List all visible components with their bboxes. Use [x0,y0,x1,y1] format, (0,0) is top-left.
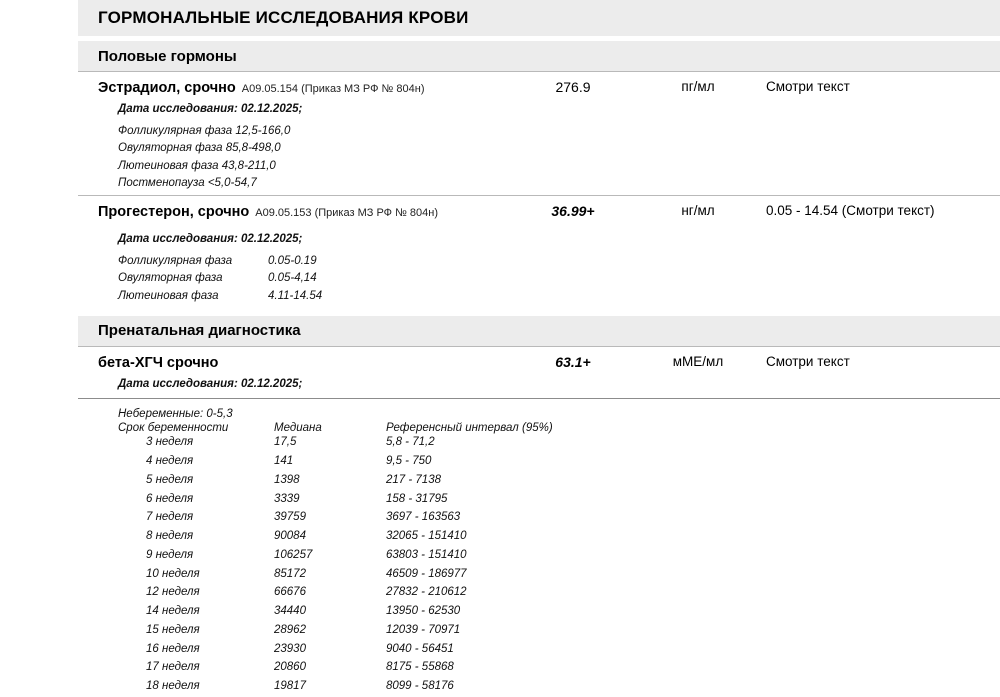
analyte-units: нг/мл [681,203,715,218]
cell-term: 7 неделя [146,511,194,524]
phase-line [118,270,322,287]
cell-interval: 63803 - 151410 [386,548,467,561]
analyte-units: мМЕ/мл [672,353,724,369]
table-row [146,584,586,603]
phase-label: Фолликулярная фаза [118,255,233,267]
cell-median: 28962 [274,623,306,636]
phase-label: Овуляторная фаза [118,272,223,285]
report-title-band [78,0,1000,36]
analyte-test-date: Дата исследования: 02.12.2025; [118,103,303,115]
cell-term: 15 неделя [146,623,200,636]
section-heading-sex-hormones [78,41,1000,71]
analyte-name: Прогестерон, срочно [98,204,250,220]
analyte-value: 276.9 [555,79,591,95]
cell-interval: 217 - 7138 [386,473,441,486]
cell-interval: 12039 - 70971 [386,623,461,636]
table-row [146,491,586,510]
cell-interval: 3697 - 163563 [386,511,461,524]
table-row [146,659,586,678]
analyte-phase-list [78,253,1000,305]
cell-interval: 46509 - 186977 [386,567,467,580]
table-row [78,347,1000,377]
cell-median: 23930 [274,642,306,655]
phase-range: 85,8-498,0 [225,142,281,155]
phase-range: 4.11-14.54 [268,289,323,302]
cell-term: 8 неделя [146,530,194,543]
cell-term: 5 неделя [146,473,194,486]
table-row [146,528,586,547]
cell-interval: 8099 - 58176 [386,680,454,693]
nonpregnant-note: Небеременные: 0-5,3 [118,407,233,420]
cell-term: 3 неделя [146,436,194,449]
page-title: ГОРМОНАЛЬНЫЕ ИССЛЕДОВАНИЯ КРОВИ [98,8,469,27]
analyte-name-cell [78,79,508,97]
column-header-interval: Референсный интервал (95%) [386,422,553,435]
cell-interval: 32065 - 151410 [386,530,467,543]
cell-term: 18 неделя [146,680,200,693]
cell-median: 19817 [274,680,306,693]
analyte-value: 63.1+ [555,353,591,370]
cell-interval: 158 - 31795 [386,492,448,505]
table-header-row [118,422,553,434]
cell-median: 20860 [274,661,306,674]
report-sheet [78,0,1000,693]
phase-label: Лютеиновая фаза [118,159,219,172]
table-row [146,472,586,491]
analyte-name: Эстрадиол, срочно [98,80,236,96]
cell-term: 12 неделя [146,586,200,599]
phase-line [118,158,1000,175]
phase-range: <5,0-54,7 [207,176,257,189]
table-row [146,453,586,472]
cell-median: 34440 [274,605,306,618]
cell-interval: 9040 - 56451 [386,642,454,655]
cell-interval: 27832 - 210612 [386,586,467,599]
phase-line [118,123,1000,140]
table-row [146,678,586,697]
table-row [146,547,586,566]
cell-median: 39759 [274,511,306,524]
cell-median: 3339 [274,492,300,505]
page-left-margin [0,0,78,599]
analyte-code: А09.05.153 (Приказ МЗ РФ № 804н) [255,207,439,219]
table-row [146,641,586,660]
phase-range: 43,8-211,0 [221,159,276,172]
phase-label: Лютеиновая фаза [118,289,219,302]
section-heading-label: Половые гормоны [98,47,237,65]
cell-term: 10 неделя [146,567,200,580]
column-header-median: Медиана [274,422,322,435]
section-heading-prenatal [78,316,1000,346]
phase-range: 0.05-4,14 [268,272,317,285]
cell-median: 1398 [274,473,300,486]
cell-term: 4 неделя [146,455,194,468]
phase-label: Фолликулярная фаза [118,125,233,137]
hcg-reference-table [78,406,1000,697]
phase-line [118,175,1000,192]
analyte-code: А09.05.154 (Приказ МЗ РФ № 804н) [241,83,425,95]
table-row [146,622,586,641]
divider [78,398,1000,399]
cell-median: 66676 [274,586,306,599]
phase-line [118,140,1000,157]
cell-interval: 13950 - 62530 [386,605,461,618]
analyte-phase-list [78,123,1000,192]
analyte-reference: Смотри текст [766,353,850,369]
cell-term: 9 неделя [146,548,194,561]
table-row [78,72,1000,102]
analyte-name: бета-ХГЧ срочно [98,354,219,371]
table-row [146,603,586,622]
cell-median: 17,5 [274,436,297,449]
analyte-reference: Смотри текст [766,79,850,94]
phase-line [118,253,322,270]
cell-median: 141 [274,455,294,468]
phase-label: Овуляторная фаза [118,142,223,155]
phase-range: 12,5-166,0 [235,125,291,137]
column-header-term: Срок беременности [118,422,229,435]
cell-interval: 9,5 - 750 [386,455,432,468]
cell-interval: 8175 - 55868 [386,661,454,674]
analyte-test-date: Дата исследования: 02.12.2025; [118,233,303,245]
cell-median: 106257 [274,548,313,561]
cell-interval: 5,8 - 71,2 [386,436,435,449]
cell-term: 17 неделя [146,661,200,674]
phase-line [118,288,322,305]
table-row [146,434,586,453]
table-row [146,509,586,528]
analyte-value: 36.99+ [551,203,595,219]
analyte-reference: 0.05 - 14.54 (Смотри текст) [766,203,935,218]
phase-range: 0.05-0.19 [268,255,317,267]
table-row [146,566,586,585]
table-row [78,196,1000,226]
analyte-name-cell [78,354,508,372]
analyte-units: пг/мл [681,79,715,94]
cell-term: 16 неделя [146,642,200,655]
cell-term: 14 неделя [146,605,200,618]
analyte-test-date: Дата исследования: 02.12.2025; [118,377,303,390]
cell-median: 90084 [274,530,306,543]
cell-term: 6 неделя [146,492,194,505]
cell-median: 85172 [274,567,306,580]
analyte-name-cell [78,203,508,221]
hcg-rows [146,434,586,697]
section-heading-label: Пренатальная диагностика [98,322,301,340]
phase-label: Постменопауза [118,176,205,189]
